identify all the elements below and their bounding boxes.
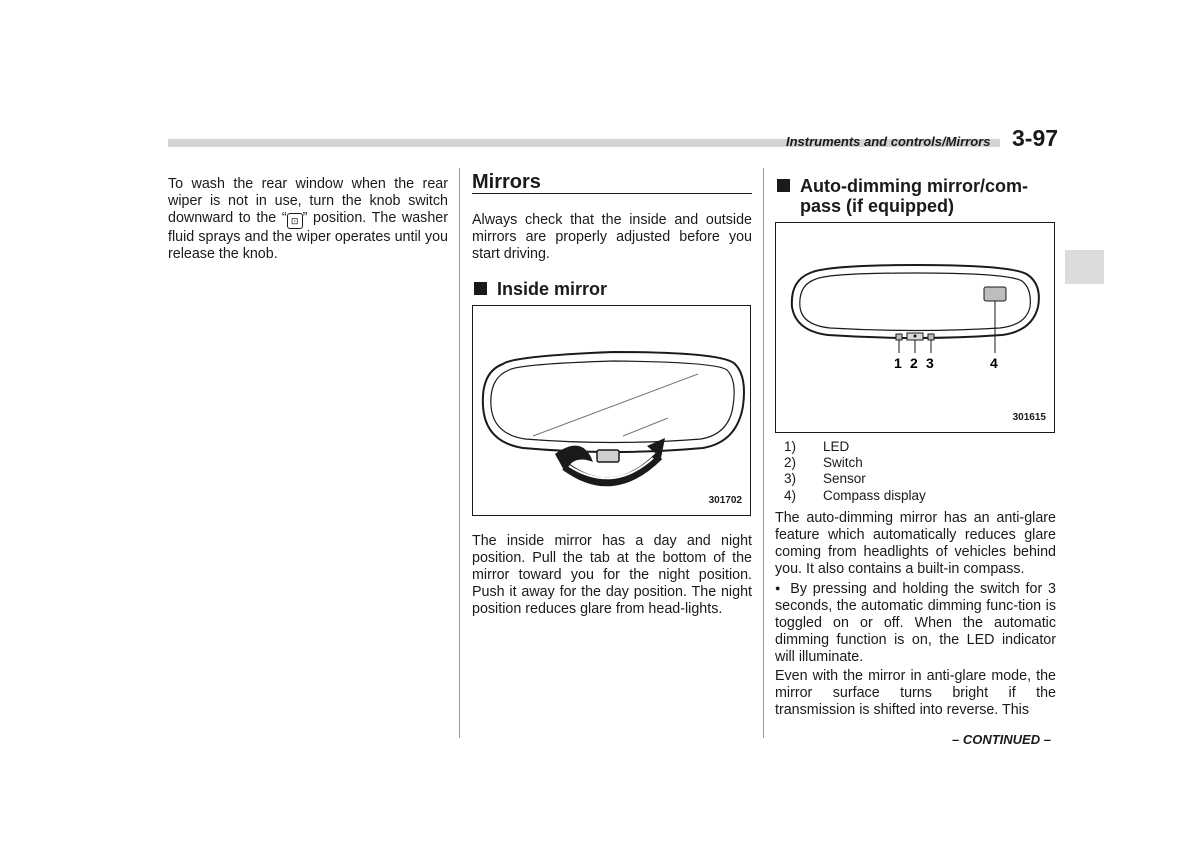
auto-dimming-para-1: The auto-dimming mirror has an anti-glare feature which automatically reduces glare coming from headlights of vehicles behind you. It also contains a built-in compass. bbox=[775, 509, 1056, 577]
inside-mirror-illustration bbox=[473, 306, 750, 515]
auto-dimming-heading: Auto-dimming mirror/com-pass (if equipped) bbox=[775, 176, 1056, 216]
list-item: 3) Sensor bbox=[784, 471, 866, 487]
inside-mirror-figure bbox=[472, 305, 751, 516]
page-number: 3-97 bbox=[1012, 125, 1059, 151]
figure-code: 301615 bbox=[1012, 412, 1046, 423]
mirrors-intro: Always check that the inside and outside mirrors are properly adjusted before you start driving. bbox=[472, 212, 752, 262]
mirrors-heading: Mirrors bbox=[472, 174, 752, 194]
auto-dimming-figure bbox=[775, 222, 1055, 433]
inside-mirror-heading: Inside mirror bbox=[472, 279, 752, 299]
rear-washer-paragraph: To wash the rear window when the rear wiper is not in use, turn the knob switch downward to the “ ⊡ ” position. The washer fluid sprays and the wiper operates until you release the knob. bbox=[168, 176, 448, 262]
list-item: 1) LED bbox=[784, 439, 850, 454]
section-square-icon bbox=[474, 282, 487, 295]
rear-washer-icon: ⊡ bbox=[287, 213, 303, 229]
section-title: Instruments and controls/Mirrors bbox=[786, 134, 991, 149]
column-divider bbox=[763, 168, 764, 738]
callout-3: 3 bbox=[926, 355, 934, 371]
column-2 bbox=[472, 171, 752, 626]
auto-dimming-para-2: Even with the mirror in anti-glare mode, the mirror surface turns bright if the transmission is shifted into reverse. This bbox=[775, 667, 1056, 718]
chapter-tab bbox=[1065, 250, 1104, 284]
inside-mirror-body: The inside mirror has a day and night position. Pull the tab at the bottom of the mirror toward you for the night position. Push it away for the day position. The night position reduces glare from head-lights. bbox=[472, 533, 752, 617]
column-3 bbox=[775, 174, 1056, 727]
legend-list bbox=[784, 439, 1056, 504]
bullet-icon: ● bbox=[775, 582, 783, 593]
figure-code: 301702 bbox=[708, 495, 742, 506]
callout-4: 4 bbox=[990, 355, 998, 371]
column-divider bbox=[459, 168, 460, 738]
auto-dimming-illustration bbox=[776, 223, 1054, 432]
callout-2: 2 bbox=[910, 355, 918, 371]
callout-1: 1 bbox=[894, 355, 902, 371]
list-item: 2) Switch bbox=[784, 455, 863, 471]
continued-note: – CONTINUED – bbox=[952, 732, 1051, 747]
auto-dimming-bullet: ● By pressing and holding the switch for 3 seconds, the automatic dimming func-tion is toggled on or off. When the automatic dimming function is on, the LED indicator will illuminate. bbox=[775, 580, 1056, 665]
column-1 bbox=[168, 176, 448, 271]
section-square-icon bbox=[777, 179, 790, 192]
list-item: 4) Compass display bbox=[784, 487, 926, 503]
